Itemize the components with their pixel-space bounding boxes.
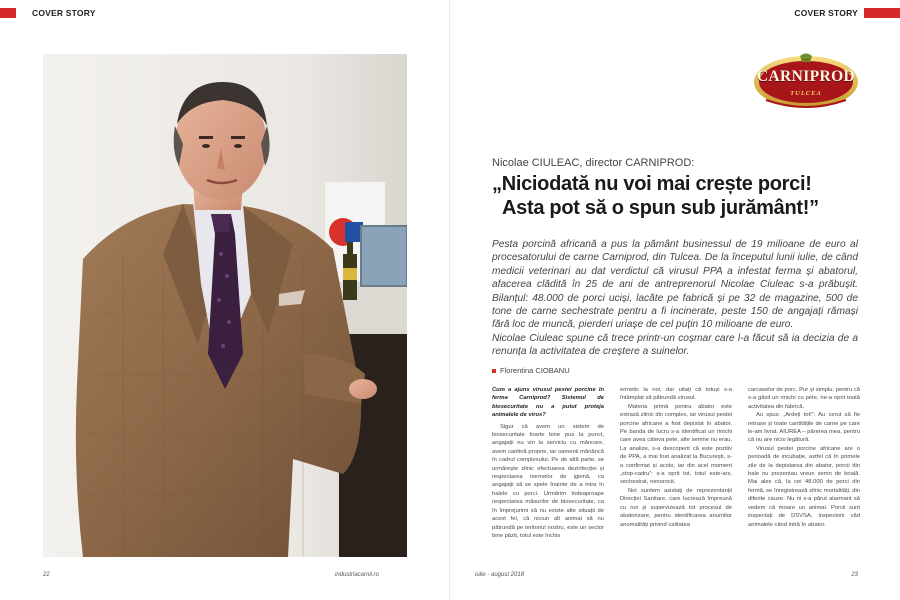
- section-marker-right: [864, 8, 900, 18]
- section-header-right: COVER STORY: [794, 8, 858, 18]
- logo-year: 1993: [801, 57, 811, 62]
- article-lead: [492, 238, 858, 359]
- body-paragraph: Virusul pestei porcine africane are o perioadă de incubație, astfel că în primele zile de la depistarea din abator, porcii din hale nu prezentau vreun semn de boală. Mai ales că, la cei 48.000 de porci din fermă, se înregistrează zilnic mortalități, din diferite cauze. Nu ni s-a părut alarmant să vedem că moare un animal. Porcii sunt inspectați de DSVSA, inspectorii văd animalele când intră în abator.: [748, 445, 860, 528]
- author-byline: [492, 366, 570, 375]
- section-marker-left: [0, 8, 16, 18]
- portrait-illustration: [43, 54, 407, 557]
- lead-paragraph-1: Pesta porcină africană a pus la pământ businessul de 19 milioane de euro al procesatorului de carne Carniprod, din Tulcea. De la începutul lunii iulie, de când medicii veterinari au dat verdictul că virusul PPA a infestat ferma și abatorul, afacerea clădită în 25 de ani de antreprenorul Nicolae Ciuleac s-a prăbușit. Bilanțul: 48.000 de porci uciși, lacăte pe fabrică și pe 32 de magazine, 500 de tone de carne sechestrate pentru a fi incinerate, peste 150 de angajați rămași fără loc de muncă, pierderi uriașe de cel puțin 10 milioane de euro.: [492, 239, 858, 331]
- article-body: [492, 386, 860, 578]
- headline-line-2: Asta pot să o spun sub jurământ!”: [502, 197, 819, 219]
- body-column-3: [748, 386, 860, 578]
- author-name: Florentina CIOBANU: [500, 366, 570, 375]
- article-kicker: Nicolae CIULEAC, director CARNIPROD:: [492, 157, 695, 169]
- carniprod-logo: [752, 52, 860, 110]
- body-column-1: [492, 386, 604, 578]
- logo-subtitle: TULCEA: [790, 90, 822, 97]
- section-header-left: COVER STORY: [32, 8, 96, 18]
- article-headline: [492, 172, 852, 220]
- portrait-photo: [43, 54, 407, 557]
- body-paragraph: Materia primă pentru abator este extrasă zilnic din complex, iar virusul pestei porcine africane a fost depistat în abator. Pe banda de lucru s-a identificat un rinichi care avea câteva pete, alte semne nu erau. La analize, s-a descoperit că este pozitiv de PPA, a mai fost analizat la București, s-a confirmat și acolo, iar din acel moment „stop-cadru”: s-a oprit tot, totul este-ars, sechestrat, nenorocit.: [620, 403, 732, 486]
- body-paragraph: carcaselor de porc. Pur și simplu, pentru că s-a găsit un rinichi cu pete, ne-a oprit toată activitatea din fabrică.: [748, 387, 860, 410]
- byline-bullet-icon: [492, 369, 496, 373]
- page-number-right: 23: [851, 572, 858, 578]
- right-page: [450, 0, 900, 600]
- interview-question: Cum a ajuns virusul pestei porcine în ferma Carniprod? Sistemul de biosecuritate nu a putut proteja animalele de virus?: [492, 387, 604, 419]
- body-column-2: [620, 386, 732, 578]
- footer-date: iulie - august 2018: [475, 572, 525, 578]
- body-paragraph: Au spus: „Ardeți tot!”. Au cerut să fie retrase și toate cantitățile de carne pe care le-am livrat. AIUREA – părerea mea, pentru că nu are nicio legătură.: [748, 412, 860, 444]
- logo-name: CARNIPROD: [756, 68, 856, 85]
- body-paragraph: Sigur că avem un sistem de biosecuritate foarte bine pus la punct, angajații nu vin la serviciu cu mâncare, avem cantină proprie, iar oamenii mănâncă în cadrul complexului. Pe de altă parte, se urmărește zilnic efectuarea dezinfecției și respectarea normelor de igienă, ca angajații să se spele înainte de a intra în halele cu porci. Urmărim îndeaproape respectarea măsurilor de biosecuritate, ca în împrejurimi să nu existe alte situații de acest fel, că niciun alt animal să nu pătrundă pe teritoriul nostru, este un sector bine păzit, totul este închis: [492, 423, 604, 539]
- headline-line-1: „Niciodată nu voi mai crește porci!: [492, 173, 812, 195]
- page-number-left: 22: [43, 572, 50, 578]
- body-paragraph: Noi suntem asistați de reprezentanții Direcției Sanitare, care lucrează împreună cu noi și supervizează tot procesul de abatorizare, pentru identificarea anumitor anomalități privind calitatea: [620, 487, 732, 528]
- lead-paragraph-2: Nicolae Ciuleac spune că trece printr-un coșmar care l-a făcut să ia decizia de a renunța la activitatea de creștere a suinelor.: [492, 332, 858, 358]
- body-paragraph: ermetic la noi, dar uitați că totuși s-a întâmplat să pătrundă virusul.: [620, 387, 732, 402]
- footer-site: industriacarnii.ro: [335, 572, 380, 578]
